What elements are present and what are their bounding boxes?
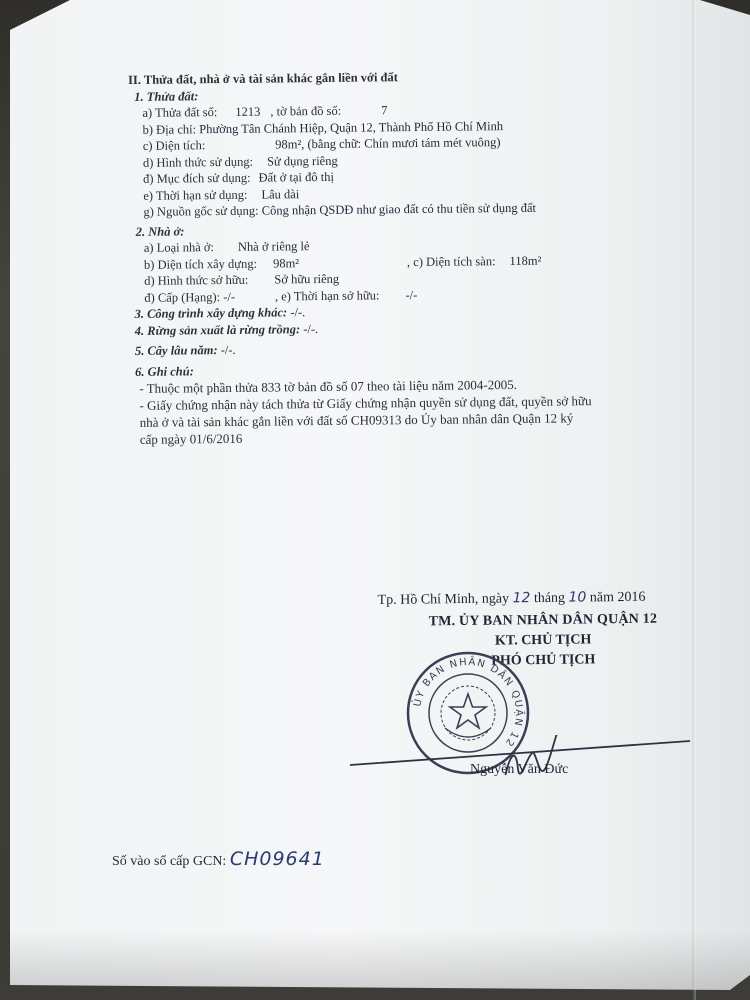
other-works-line: 3. Công trình xây dựng khác: -/-.	[134, 305, 306, 321]
parcel-number: 1213	[235, 104, 261, 119]
note-line: - Giấy chứng nhận này tách thửa từ Giấy chứng nhận quyền sử dụng đất, quyền sở hữu	[139, 393, 592, 414]
note-line: - Thuộc một phần thửa 833 tờ bản đồ số 07 theo tài liệu năm 2004-2005.	[139, 376, 517, 396]
document-body	[128, 66, 692, 448]
address-line: b) Địa chỉ: Phường Tân Chánh Hiệp, Quận 12, Thành Phố Hồ Chí Minh	[142, 118, 504, 137]
purpose-line: đ) Mục đích sử dụng: Đất ở tại đô thị	[143, 169, 335, 186]
certificate-number-value: CH09641	[229, 848, 325, 870]
section-title: II. Thửa đất, nhà ở và tài sản khác gắn liền với đất	[128, 70, 398, 87]
house-heading: 2. Nhà ở:	[135, 223, 185, 239]
issue-day: 12	[512, 590, 531, 607]
build-area-line: b) Diện tích xây dựng: 98m² , c) Diện tích sàn: 118m²	[143, 253, 542, 272]
issue-year: 2016	[617, 589, 646, 606]
signer-title-1: KT. CHỦ TỊCH	[494, 632, 592, 649]
photo-shadow	[0, 930, 750, 1000]
note-line: nhà ở và tài sản khác gắn liền với đất số CH09313 do Ủy ban nhân dân Quận 12 ký	[139, 410, 574, 431]
usage-form-line: d) Hình thức sử dụng: Sử dụng riêng	[142, 153, 338, 170]
house-type-line: a) Loại nhà ở: Nhà ở riêng lẻ	[143, 239, 310, 255]
issue-date: Tp. Hồ Chí Minh, ngày 12 tháng 10 năm 2016	[377, 589, 646, 609]
ownership-line: d) Hình thức sở hữu: Sở hữu riêng	[144, 271, 340, 288]
origin-line: g) Nguồn gốc sử dụng: Công nhận QSDĐ như giao đất có thu tiền sử dụng đất	[143, 200, 537, 219]
term-line: e) Thời hạn sử dụng: Lâu dài	[143, 186, 300, 203]
parcel-line: a) Thửa đất số: 1213 , tờ bản đồ số: 7	[142, 103, 388, 120]
seal-text: ỦY BAN NHÂN DÂN QUẬN 12	[412, 656, 525, 750]
grade-line: đ) Cấp (Hạng): -/- , e) Thời hạn sở hữu: -/-	[144, 287, 418, 305]
area-line: c) Diện tích: 98m², (bằng chữ: Chín mươi tám mét vuông)	[142, 135, 501, 153]
note-line: cấp ngày 01/6/2016	[139, 431, 243, 448]
forest-line: 4. Rừng sản xuất là rừng trồng: -/-.	[134, 321, 319, 338]
perennial-line: 5. Cây lâu năm: -/-.	[134, 342, 236, 358]
issue-month: 10	[568, 589, 587, 606]
paper-fold	[692, 0, 696, 1000]
notes-heading: 6. Ghi chú:	[135, 363, 194, 379]
signer-title-2: PHÓ CHỦ TỊCH	[491, 652, 596, 669]
certificate-number	[112, 848, 325, 870]
signer-name: Nguyễn Văn Đức	[470, 762, 569, 777]
map-number: 7	[381, 103, 388, 118]
certificate-label: Số vào sổ cấp GCN:	[112, 854, 227, 869]
issuing-authority: TM. ỦY BAN NHÂN DÂN QUẬN 12	[428, 611, 658, 630]
land-heading: 1. Thửa đất:	[134, 88, 199, 104]
